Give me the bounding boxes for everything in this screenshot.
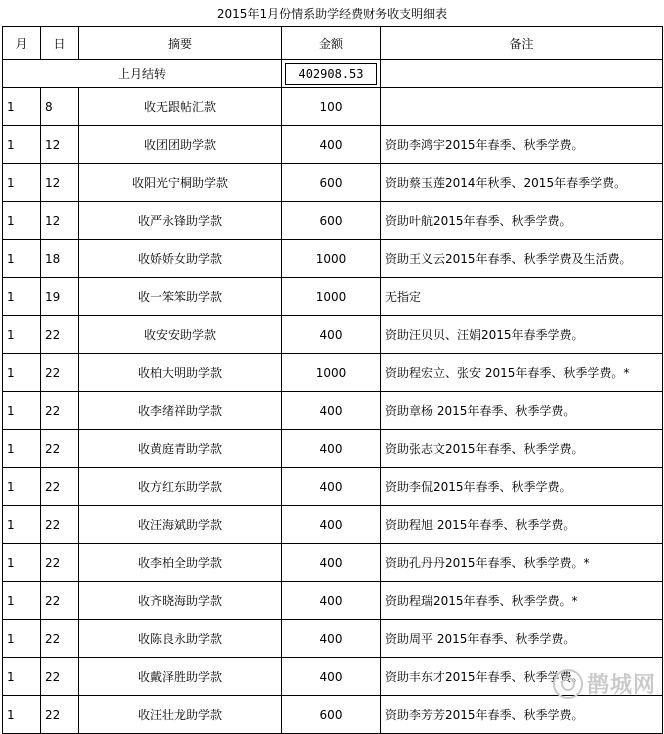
cell-day[interactable]: 22 xyxy=(41,658,79,696)
table-row xyxy=(3,316,663,354)
cell-summary[interactable]: 收无跟帖汇款 xyxy=(79,88,282,126)
table-row xyxy=(3,392,663,430)
table-row xyxy=(3,696,663,734)
cell-day[interactable]: 22 xyxy=(41,354,79,392)
carry-forward-amount-cell[interactable] xyxy=(282,60,381,88)
cell-note[interactable]: 资助章杨 2015年春季、秋季学费。 xyxy=(381,392,663,430)
cell-note[interactable]: 资助蔡玉莲2014年秋季、2015年春季学费。 xyxy=(381,164,663,202)
cell-day[interactable]: 22 xyxy=(41,696,79,734)
cell-summary[interactable]: 收一笨笨助学款 xyxy=(79,278,282,316)
cell-amount[interactable]: 600 xyxy=(282,164,381,202)
cell-amount[interactable]: 400 xyxy=(282,316,381,354)
cell-note[interactable]: 资助王义云2015年春季、秋季学费及生活费。 xyxy=(381,240,663,278)
watermark-text: 鹊城网 xyxy=(586,673,656,698)
cell-day[interactable]: 22 xyxy=(41,430,79,468)
table-row xyxy=(3,202,663,240)
cell-note[interactable]: 资助丰东才2015年春季、秋季学费。 xyxy=(381,658,663,696)
cell-day[interactable]: 22 xyxy=(41,468,79,506)
cell-note[interactable]: 资助叶航2015年春季、秋季学费。 xyxy=(381,202,663,240)
cell-summary[interactable]: 收柏大明助学款 xyxy=(79,354,282,392)
table-row xyxy=(3,240,663,278)
cell-note[interactable]: 资助汪贝贝、汪娟2015年春季学费。 xyxy=(381,316,663,354)
cell-amount[interactable]: 400 xyxy=(282,620,381,658)
table-row xyxy=(3,126,663,164)
cell-note[interactable]: 资助李芳芳2015年春季、秋季学费。 xyxy=(381,696,663,734)
cell-day[interactable]: 22 xyxy=(41,316,79,354)
cell-month[interactable]: 1 xyxy=(3,316,41,354)
cell-day[interactable]: 22 xyxy=(41,582,79,620)
header-note: 备注 xyxy=(381,27,663,60)
cell-amount[interactable]: 600 xyxy=(282,696,381,734)
cell-month[interactable]: 1 xyxy=(3,696,41,734)
cell-day[interactable]: 19 xyxy=(41,278,79,316)
cell-note[interactable]: 资助张志文2015年春季、秋季学费。 xyxy=(381,430,663,468)
cell-amount[interactable]: 400 xyxy=(282,392,381,430)
selected-cell[interactable]: 402908.53 xyxy=(285,63,377,85)
sheet-title: 2015年1月份情系助学经费财务收支明细表 xyxy=(216,6,448,21)
cell-amount[interactable]: 1000 xyxy=(282,354,381,392)
cell-amount[interactable]: 400 xyxy=(282,126,381,164)
table-row xyxy=(3,88,663,126)
cell-summary[interactable]: 收汪海斌助学款 xyxy=(79,506,282,544)
cell-summary[interactable]: 收齐晓海助学款 xyxy=(79,582,282,620)
cell-note[interactable]: 资助李侃2015年春季、秋季学费。 xyxy=(381,468,663,506)
cell-amount[interactable]: 400 xyxy=(282,468,381,506)
cell-day[interactable]: 12 xyxy=(41,164,79,202)
cell-month[interactable]: 1 xyxy=(3,658,41,696)
cell-summary[interactable]: 收汪壮龙助学款 xyxy=(79,696,282,734)
cell-amount[interactable]: 1000 xyxy=(282,240,381,278)
cell-note[interactable]: 资助周平 2015年春季、秋季学费。 xyxy=(381,620,663,658)
ledger-table xyxy=(2,26,663,734)
cell-day[interactable]: 8 xyxy=(41,88,79,126)
cell-summary[interactable]: 收方红东助学款 xyxy=(79,468,282,506)
cell-day[interactable]: 22 xyxy=(41,544,79,582)
header-summary: 摘要 xyxy=(79,27,282,60)
cell-month[interactable]: 1 xyxy=(3,88,41,126)
site-logo-icon xyxy=(553,669,583,699)
table-row xyxy=(3,164,663,202)
cell-amount[interactable]: 400 xyxy=(282,658,381,696)
cell-month[interactable]: 1 xyxy=(3,392,41,430)
cell-amount[interactable]: 100 xyxy=(282,88,381,126)
cell-amount[interactable]: 400 xyxy=(282,506,381,544)
carry-forward-row xyxy=(3,60,663,88)
site-watermark xyxy=(553,668,656,699)
cell-month[interactable]: 1 xyxy=(3,468,41,506)
header-month: 月 xyxy=(3,27,41,60)
cell-month[interactable]: 1 xyxy=(3,278,41,316)
cell-note[interactable]: 资助孔丹丹2015年春季、秋季学费。* xyxy=(381,544,663,582)
cell-amount[interactable]: 400 xyxy=(282,582,381,620)
cell-note[interactable]: 资助李鸿宇2015年春季、秋季学费。 xyxy=(381,126,663,164)
cell-summary[interactable]: 收戴泽胜助学款 xyxy=(79,658,282,696)
carry-forward-label: 上月结转 xyxy=(3,60,282,88)
cell-month[interactable]: 1 xyxy=(3,506,41,544)
cell-summary[interactable]: 收严永锋助学款 xyxy=(79,202,282,240)
cell-month[interactable]: 1 xyxy=(3,430,41,468)
cell-note[interactable]: 资助程瑞2015年春季、秋季学费。* xyxy=(381,582,663,620)
cell-summary[interactable]: 收娇娇女助学款 xyxy=(79,240,282,278)
cell-note[interactable]: 资助程旭 2015年春季、秋季学费。 xyxy=(381,506,663,544)
cell-note[interactable]: 无指定 xyxy=(381,278,663,316)
cell-summary[interactable]: 收安安助学款 xyxy=(79,316,282,354)
header-day: 日 xyxy=(41,27,79,60)
cell-summary[interactable]: 收李绪祥助学款 xyxy=(79,392,282,430)
table-row xyxy=(3,354,663,392)
cell-note[interactable]: 资助程宏立、张安 2015年春季、秋季学费。* xyxy=(381,354,663,392)
cell-amount[interactable]: 400 xyxy=(282,430,381,468)
table-row xyxy=(3,620,663,658)
cell-day[interactable]: 18 xyxy=(41,240,79,278)
header-amount: 金额 xyxy=(282,27,381,60)
cell-month[interactable]: 1 xyxy=(3,164,41,202)
cell-summary[interactable]: 收阳光宁桐助学款 xyxy=(79,164,282,202)
cell-month[interactable]: 1 xyxy=(3,582,41,620)
cell-amount[interactable]: 1000 xyxy=(282,278,381,316)
cell-summary[interactable]: 收黄庭青助学款 xyxy=(79,430,282,468)
cell-day[interactable]: 12 xyxy=(41,126,79,164)
cell-month[interactable]: 1 xyxy=(3,620,41,658)
cell-month[interactable]: 1 xyxy=(3,354,41,392)
cell-month[interactable]: 1 xyxy=(3,544,41,582)
table-row xyxy=(3,582,663,620)
cell-summary[interactable]: 收团团助学款 xyxy=(79,126,282,164)
cell-note[interactable] xyxy=(381,88,663,126)
cell-day[interactable]: 22 xyxy=(41,620,79,658)
header-row xyxy=(3,27,663,60)
cell-day[interactable]: 12 xyxy=(41,202,79,240)
table-row xyxy=(3,506,663,544)
cell-month[interactable]: 1 xyxy=(3,240,41,278)
cell-amount[interactable]: 600 xyxy=(282,202,381,240)
cell-month[interactable]: 1 xyxy=(3,126,41,164)
cell-day[interactable]: 22 xyxy=(41,506,79,544)
table-row xyxy=(3,544,663,582)
cell-month[interactable]: 1 xyxy=(3,202,41,240)
cell-amount[interactable]: 400 xyxy=(282,544,381,582)
table-row xyxy=(3,468,663,506)
cell-day[interactable]: 22 xyxy=(41,392,79,430)
cell-summary[interactable]: 收李柏全助学款 xyxy=(79,544,282,582)
table-row xyxy=(3,430,663,468)
cell-summary[interactable]: 收陈良永助学款 xyxy=(79,620,282,658)
table-row xyxy=(3,278,663,316)
carry-forward-note[interactable] xyxy=(381,60,663,88)
